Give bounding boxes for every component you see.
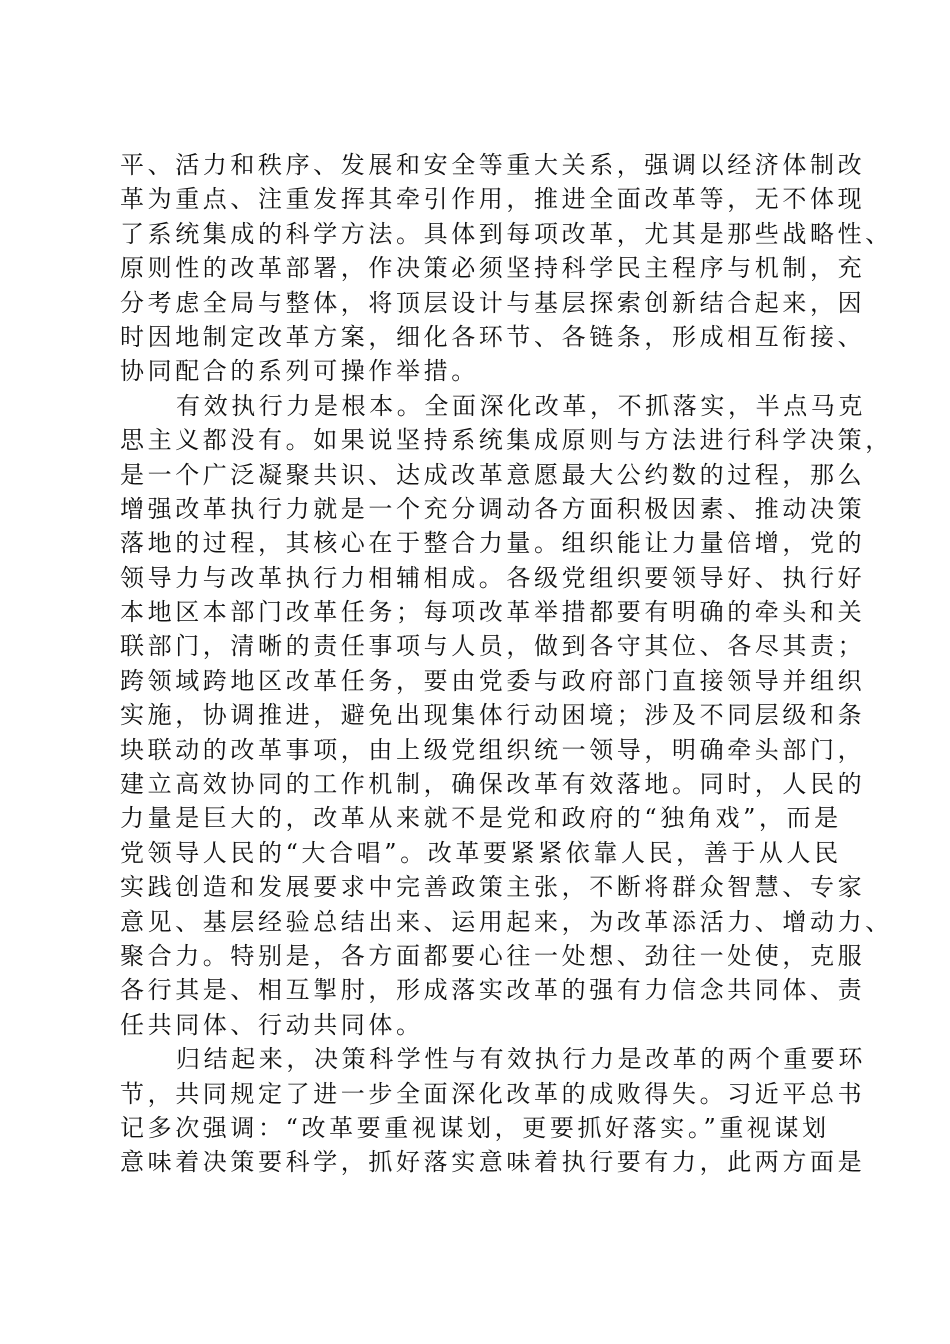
text-line: 增强改革执行力就是一个充分调动各方面积极因素、推动决策 — [120, 494, 866, 523]
text-line: 协同配合的系列可操作举措。 — [120, 357, 479, 386]
text-line: 本地区本部门改革任务；每项改革举措都要有明确的牵头和关 — [120, 598, 866, 627]
body-text — [120, 148, 893, 1180]
text-line: 归结起来，决策科学性与有效执行力是改革的两个重要环 — [176, 1045, 866, 1074]
text-line: 各行其是、相互掣肘，形成落实改革的强有力信念共同体、责 — [120, 976, 866, 1005]
text-line: 意见、基层经验总结出来、运用起来，为改革添活力、增动力、 — [120, 907, 893, 936]
text-line: 党领导人民的“大合唱”。改革要紧紧依靠人民，善于从人民 — [120, 838, 842, 867]
text-line: 跨领域跨地区改革任务，要由党委与政府部门直接领导并组织 — [120, 666, 866, 695]
text-line: 建立高效协同的工作机制，确保改革有效落地。同时，人民的 — [120, 770, 866, 799]
text-line: 分考虑全局与整体，将顶层设计与基层探索创新结合起来，因 — [120, 288, 866, 317]
text-line: 思主义都没有。如果说坚持系统集成原则与方法进行科学决策， — [120, 426, 893, 455]
text-line: 落地的过程，其核心在于整合力量。组织能让力量倍增，党的 — [120, 529, 866, 558]
text-line: 实施，协调推进，避免出现集体行动困境；涉及不同层级和条 — [120, 701, 866, 730]
text-line: 聚合力。特别是，各方面都要心往一处想、劲往一处使，克服 — [120, 941, 866, 970]
text-line: 块联动的改革事项，由上级党组织统一领导，明确牵头部门， — [120, 735, 866, 764]
text-line: 联部门，清晰的责任事项与人员，做到各守其位、各尽其责； — [120, 632, 866, 661]
text-line: 时因地制定改革方案，细化各环节、各链条，形成相互衔接、 — [120, 322, 866, 351]
text-line: 革为重点、注重发挥其牵引作用，推进全面改革等，无不体现 — [120, 185, 866, 214]
text-line: 节，共同规定了进一步全面深化改革的成败得失。习近平总书 — [120, 1079, 866, 1108]
text-line: 平、活力和秩序、发展和安全等重大关系，强调以经济体制改 — [120, 151, 866, 179]
paragraph-3 — [120, 1042, 866, 1180]
text-line: 力量是巨大的，改革从来就不是党和政府的“独角戏”，而是 — [120, 804, 842, 833]
text-line: 是一个广泛凝聚共识、达成改革意愿最大公约数的过程，那么 — [120, 460, 866, 489]
text-line: 记多次强调：“改革要重视谋划，更要抓好落实。”重视谋划 — [120, 1113, 830, 1142]
paragraph-1 — [120, 148, 893, 389]
text-line: 实践创造和发展要求中完善政策主张，不断将群众智慧、专家 — [120, 873, 866, 902]
text-line: 了系统集成的科学方法。具体到每项改革，尤其是那些战略性、 — [120, 219, 893, 248]
text-line: 任共同体、行动共同体。 — [120, 1010, 424, 1039]
text-line: 领导力与改革执行力相辅相成。各级党组织要领导好、执行好 — [120, 563, 866, 592]
text-line: 意味着决策要科学，抓好落实意味着执行要有力，此两方面是 — [120, 1148, 866, 1177]
text-line: 原则性的改革部署，作决策必须坚持科学民主程序与机制，充 — [120, 254, 866, 283]
paragraph-2 — [120, 389, 893, 1042]
text-line: 有效执行力是根本。全面深化改革，不抓落实，半点马克 — [176, 391, 866, 420]
